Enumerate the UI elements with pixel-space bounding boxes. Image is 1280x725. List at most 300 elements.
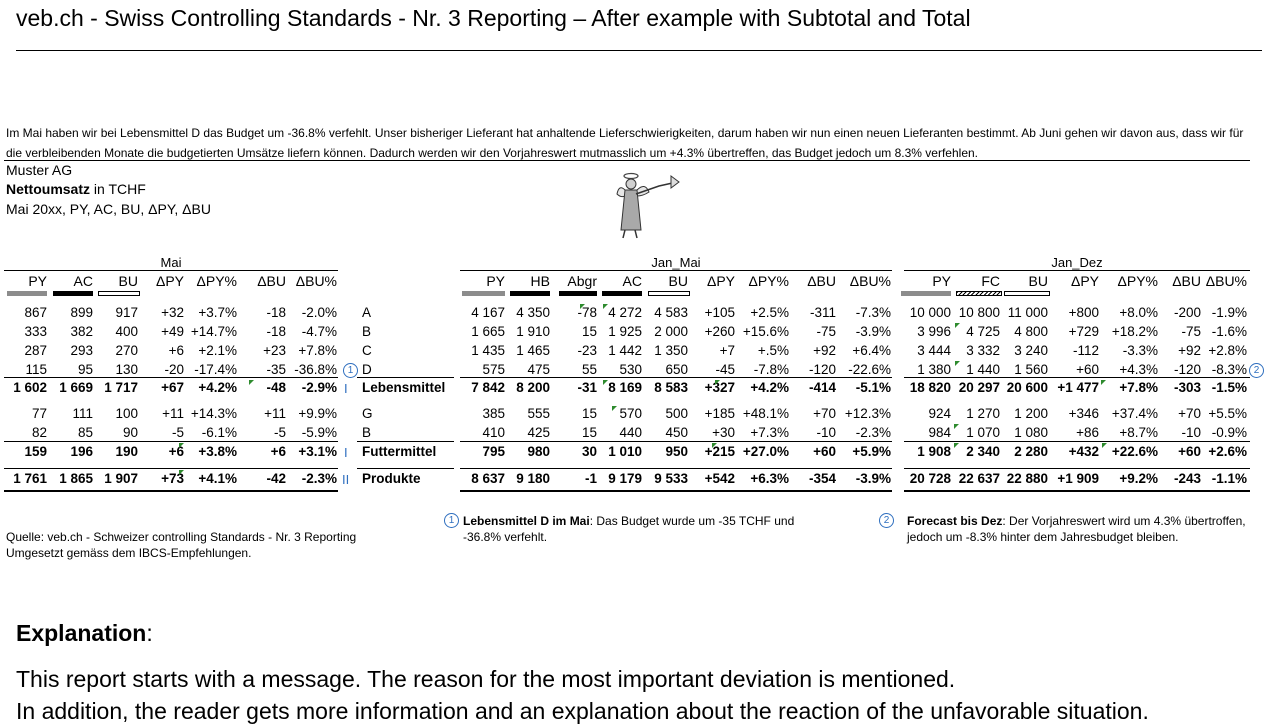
table-cell-0-janmai-5: +105 [704,305,735,320]
table-cell-1-jandez-0: 3 996 [917,324,951,339]
angel-illustration-icon [615,170,687,242]
table-cell-2-janmai-6: +.5% [757,343,789,358]
green-flag-icon-14 [954,443,959,448]
table-cell-8-jandez-4: +9.2% [1119,471,1158,486]
green-flag-icon-9 [1102,443,1107,448]
table-cell-7-janmai-6: +27.0% [742,444,789,459]
table-cell-3-jandez-3: +60 [1076,362,1099,377]
table-cell-0-janmai-3: 4 272 [608,305,642,320]
table-cell-7-mai-4: +3.8% [198,444,237,459]
column-header-janmai-2: Abgr [567,273,597,289]
table-cell-6-mai-4: -6.1% [201,425,237,440]
table-cell-4-jandez-0: 18 820 [909,380,951,395]
table-cell-4-janmai-3: 8 169 [608,380,642,395]
table-cell-5-mai-3: +11 [162,406,184,421]
table-cell-5-janmai-4: 500 [665,406,688,421]
table-cell-5-mai-0: 77 [31,406,47,421]
note-1-line-2: -36.8% verfehlt. [463,530,548,544]
table-cell-6-janmai-8: -2.3% [855,425,891,440]
table-cell-4-jandez-3: +1 477 [1057,380,1099,395]
source-line-1: Quelle: veb.ch - Schweizer controlling Standards - Nr. 3 Reporting [6,530,357,544]
table-cell-8-mai-0: 1 761 [13,471,47,486]
table-cell-2-jandez-0: 3 444 [917,343,951,358]
table-cell-7-jandez-1: 2 340 [966,444,1000,459]
table-cell-3-janmai-4: 650 [665,362,688,377]
table-cell-3-janmai-0: 575 [482,362,505,377]
column-header-janmai-6: ΔPY% [748,273,789,289]
table-cell-3-mai-4: -17.4% [194,362,237,377]
page-title: veb.ch - Swiss Controlling Standards - Nr. 3 Reporting – After example with Subtotal and Total [16,5,971,31]
forecast-marker-icon: 2 [1249,363,1264,378]
table-cell-4-mai-0: 1 602 [13,380,47,395]
column-header-mai-0: PY [28,273,47,289]
table-cell-2-janmai-0: 1 435 [471,343,505,358]
row-label-2: C [362,343,372,358]
table-cell-8-janmai-0: 8 637 [471,471,505,486]
table-cell-6-mai-0: 82 [31,425,47,440]
table-cell-4-janmai-0: 7 842 [471,380,505,395]
table-cell-8-mai-2: 1 907 [104,471,138,486]
table-cell-7-jandez-3: +432 [1068,444,1099,459]
table-cell-1-janmai-3: 1 925 [608,324,642,339]
table-cell-2-jandez-3: -112 [1072,343,1099,358]
table-cell-3-janmai-3: 530 [619,362,642,377]
table-cell-1-jandez-2: 4 800 [1014,324,1048,339]
table-cell-3-janmai-7: -120 [808,362,836,377]
table-cell-5-jandez-0: 924 [928,406,951,421]
table-cell-7-mai-5: +6 [270,444,286,459]
table-cell-4-janmai-4: 8 583 [654,380,688,395]
table-cell-4-mai-4: +4.2% [198,380,237,395]
table-cell-8-jandez-0: 20 728 [909,471,951,486]
table-cell-1-mai-1: 382 [70,324,93,339]
table-cell-8-mai-3: +73 [161,471,184,486]
table-cell-3-janmai-2: 55 [581,362,597,377]
row-label-3: D [362,362,372,377]
table-cell-8-janmai-7: -354 [808,471,836,486]
table-cell-7-jandez-6: +2.6% [1208,444,1247,459]
period-label: Mai 20xx, PY, AC, BU, ΔPY, ΔBU [6,201,211,217]
table-cell-5-mai-2: 100 [115,406,138,421]
table-cell-8-mai-5: -42 [266,471,286,486]
table-cell-1-jandez-1: 4 725 [966,324,1000,339]
table-cell-0-mai-5: -18 [266,305,286,320]
green-flag-icon-3 [603,380,608,385]
green-flag-icon-1 [603,304,608,309]
table-cell-1-janmai-8: -3.9% [855,324,891,339]
table-cell-5-janmai-2: 15 [581,406,597,421]
green-flag-icon-4 [715,380,720,385]
table-cell-6-mai-6: -5.9% [301,425,337,440]
table-cell-6-janmai-5: +30 [712,425,735,440]
explanation-heading-text: Explanation [16,620,147,646]
separator-futtermittel: I [344,445,348,460]
table-cell-2-mai-4: +2.1% [198,343,237,358]
measure-name: Nettoumsatz [6,181,91,197]
table-cell-0-jandez-5: -200 [1173,305,1201,320]
table-cell-1-jandez-6: -1.6% [1211,324,1247,339]
table-cell-3-mai-0: 115 [25,362,47,377]
scenario-bar-mai-2 [98,291,140,296]
table-cell-5-mai-5: +11 [264,406,286,421]
column-header-jandez-4: ΔPY% [1117,273,1158,289]
table-cell-8-jandez-6: -1.1% [1211,471,1247,486]
column-header-jandez-1: FC [981,273,1000,289]
green-flag-icon-7 [179,443,184,448]
note-1-title: Lebensmittel D im Mai [463,514,590,528]
table-cell-6-mai-5: -5 [273,425,286,440]
table-cell-0-mai-2: 917 [115,305,138,320]
table-cell-0-janmai-8: -7.3% [855,305,891,320]
table-cell-3-jandez-0: 1 380 [917,362,951,377]
table-cell-1-janmai-4: 2 000 [654,324,688,339]
table-cell-6-jandez-0: 984 [928,425,951,440]
row-label-7: Futtermittel [362,444,437,459]
column-header-mai-5: ΔBU [257,273,286,289]
table-cell-3-janmai-5: -45 [715,362,735,377]
table-cell-4-jandez-5: -303 [1173,380,1201,395]
table-cell-2-janmai-4: 1 350 [654,343,688,358]
table-cell-5-janmai-8: +12.3% [844,406,891,421]
column-header-mai-1: AC [73,273,93,289]
green-flag-icon-0 [580,304,585,309]
note-2-text: : Der Vorjahreswert wird um 4.3% übertroffen, [1002,514,1246,528]
column-header-janmai-0: PY [486,273,505,289]
row-label-4: Lebensmittel [362,380,446,395]
table-cell-0-janmai-2: -78 [577,305,597,320]
row-label-8: Produkte [362,471,421,486]
table-cell-1-janmai-2: 15 [581,324,597,339]
table-cell-1-mai-3: +49 [161,324,184,339]
table-cell-6-janmai-3: 440 [619,425,642,440]
scenario-bar-janmai-4 [648,291,690,296]
table-cell-3-mai-1: 95 [77,362,93,377]
table-cell-0-mai-3: +32 [161,305,184,320]
table-cell-8-mai-4: +4.1% [198,471,237,486]
table-cell-7-mai-3: +6 [168,444,184,459]
note-1 [463,513,794,529]
note-1-text: : Das Budget wurde um -35 TCHF und [589,514,795,528]
table-cell-3-jandez-1: 1 440 [966,362,1000,377]
column-header-jandez-6: ΔBU% [1205,273,1247,289]
subtotal-rule-4-mai [4,377,338,378]
table-cell-6-jandez-4: +8.7% [1119,425,1158,440]
table-cell-0-janmai-7: -311 [809,305,836,320]
total-underline-jandez [904,490,1250,492]
table-cell-4-mai-3: +67 [161,380,184,395]
note-2-line-2: jedoch um -8.3% hinter dem Jahresbudget bleiben. [907,530,1179,544]
table-cell-8-janmai-6: +6.3% [750,471,789,486]
explanation-line-2: In addition, the reader gets more information and an explanation about the reaction of the unfavorable situation. [16,698,1149,724]
table-cell-3-mai-5: -35 [266,362,286,377]
table-cell-8-janmai-4: 9 533 [654,471,688,486]
table-cell-5-jandez-1: 1 270 [966,406,1000,421]
subtotal-rule-7-janmai [460,441,892,442]
company-name: Muster AG [6,162,73,178]
message-divider [4,160,1250,161]
total-underline-janmai [460,490,892,492]
column-header-janmai-8: ΔBU% [849,273,891,289]
column-header-jandez-5: ΔBU [1172,273,1201,289]
table-cell-6-janmai-7: -10 [816,425,836,440]
table-cell-7-jandez-2: 2 280 [1014,444,1048,459]
table-cell-3-jandez-5: -120 [1173,362,1201,377]
subtotal-rule-8-label [357,468,454,469]
scenario-bar-janmai-2 [559,291,597,296]
subtotal-rule-8-mai [4,468,338,469]
table-cell-6-jandez-2: 1 080 [1014,425,1048,440]
table-cell-3-jandez-6: -8.3% [1211,362,1247,377]
table-cell-6-janmai-2: 15 [581,425,597,440]
table-cell-0-mai-0: 867 [24,305,47,320]
table-cell-4-janmai-8: -5.1% [855,380,891,395]
row-label-0: A [362,305,372,320]
subtotal-rule-4-label [357,377,454,378]
table-cell-7-jandez-0: 1 908 [917,444,951,459]
table-cell-0-jandez-2: 11 000 [1007,305,1048,320]
measure-label [6,181,146,197]
table-cell-5-janmai-1: 555 [527,406,550,421]
table-cell-0-janmai-4: 4 583 [654,305,688,320]
column-header-mai-4: ΔPY% [196,273,237,289]
table-cell-3-mai-2: 130 [115,362,138,377]
table-cell-4-jandez-1: 20 297 [958,380,1000,395]
table-cell-7-janmai-3: 1 010 [608,444,642,459]
table-cell-3-janmai-6: -7.8% [753,362,789,377]
subtotal-rule-7-label [357,441,454,442]
table-cell-2-janmai-5: +7 [719,343,735,358]
table-cell-6-mai-2: 90 [122,425,138,440]
table-cell-2-jandez-5: +92 [1178,343,1201,358]
table-cell-4-mai-2: 1 717 [104,380,138,395]
table-cell-5-mai-4: +14.3% [190,406,237,421]
table-cell-3-jandez-2: 1 560 [1014,362,1048,377]
row-label-1: B [362,324,372,339]
table-cell-1-mai-6: -4.7% [301,324,337,339]
scenario-bar-mai-0 [7,291,47,296]
subtotal-rule-4-janmai [460,377,892,378]
column-header-janmai-7: ΔBU [807,273,836,289]
scenario-bar-janmai-3 [602,291,642,296]
table-cell-0-jandez-3: +800 [1068,305,1099,320]
subtotal-rule-7-jandez [904,441,1250,442]
note-2-title: Forecast bis Dez [907,514,1003,528]
table-cell-1-janmai-1: 1 910 [516,324,550,339]
scenario-bar-jandez-1 [956,291,1002,296]
table-cell-6-janmai-6: +7.3% [750,425,789,440]
table-cell-2-mai-0: 287 [24,343,47,358]
table-cell-1-mai-5: -18 [266,324,286,339]
table-cell-0-jandez-4: +8.0% [1119,305,1158,320]
green-flag-icon-6 [612,406,617,411]
column-header-jandez-3: ΔPY [1070,273,1099,289]
table-cell-1-jandez-3: +729 [1068,324,1099,339]
group-title-mai: Mai [160,255,182,270]
table-cell-8-janmai-2: -1 [584,471,597,486]
table-cell-3-jandez-4: +4.3% [1119,362,1158,377]
separator-lebensmittel: I [344,381,348,396]
scenario-bar-jandez-2 [1004,291,1050,296]
table-cell-1-mai-0: 333 [24,324,47,339]
table-cell-2-mai-3: +6 [168,343,184,358]
table-cell-6-mai-3: -5 [171,425,184,440]
table-cell-1-janmai-5: +260 [704,324,735,339]
table-cell-2-jandez-4: -3.3% [1122,343,1158,358]
table-cell-6-janmai-4: 450 [665,425,688,440]
table-cell-5-janmai-6: +48.1% [742,406,789,421]
table-cell-0-mai-6: -2.0% [301,305,337,320]
table-cell-6-janmai-1: 425 [527,425,550,440]
row-d-marker-icon: 1 [343,363,358,378]
green-flag-icon-11 [955,323,960,328]
table-cell-5-mai-1: 111 [72,406,93,421]
table-cell-1-janmai-6: +15.6% [742,324,789,339]
table-cell-5-jandez-4: +37.4% [1111,406,1158,421]
source-line-2: Umgesetzt gemäss dem IBCS-Empfehlungen. [6,546,252,560]
table-cell-8-jandez-5: -243 [1173,471,1201,486]
table-cell-3-mai-3: -20 [164,362,184,377]
column-header-janmai-1: HB [530,273,550,289]
explanation-line-1: This report starts with a message. The reason for the most important deviation is mentioned. [16,666,956,692]
column-header-mai-2: BU [118,273,138,289]
table-cell-7-mai-0: 159 [24,444,47,459]
table-cell-3-janmai-8: -22.6% [848,362,891,377]
subtotal-rule-7-mai [4,441,338,442]
table-cell-6-janmai-0: 410 [482,425,505,440]
table-cell-7-mai-1: 196 [70,444,93,459]
table-cell-7-mai-6: +3.1% [298,444,337,459]
table-cell-0-janmai-1: 4 350 [516,305,550,320]
column-header-janmai-3: AC [622,273,642,289]
table-cell-5-jandez-3: +346 [1068,406,1099,421]
group-title-jandez: Jan_Dez [1051,255,1103,270]
table-cell-0-mai-4: +3.7% [198,305,237,320]
table-cell-2-mai-2: 270 [115,343,138,358]
scenario-bar-janmai-1 [510,291,550,296]
table-cell-1-mai-2: 400 [115,324,138,339]
column-header-jandez-0: PY [932,273,951,289]
note-2-marker-icon: 2 [879,513,894,528]
table-cell-6-jandez-6: -0.9% [1211,425,1247,440]
column-header-mai-3: ΔPY [155,273,184,289]
explanation-heading-colon: : [146,620,153,646]
group-rule-mai [4,270,338,271]
table-cell-1-jandez-5: -75 [1181,324,1201,339]
table-cell-7-janmai-7: +60 [813,444,836,459]
table-cell-8-janmai-8: -3.9% [855,471,891,486]
column-header-janmai-5: ΔPY [706,273,735,289]
table-cell-2-jandez-6: +2.8% [1208,343,1247,358]
table-cell-0-janmai-6: +2.5% [750,305,789,320]
separator-produkte: II [342,472,350,487]
subtotal-rule-8-jandez [904,468,1250,469]
table-cell-8-jandez-1: 22 637 [958,471,1000,486]
table-cell-4-janmai-6: +4.2% [750,380,789,395]
group-rule-janmai [460,270,892,271]
note-2 [907,513,1246,529]
green-flag-icon-13 [954,424,959,429]
table-cell-8-janmai-3: 9 179 [608,471,642,486]
table-cell-8-mai-1: 1 865 [59,471,93,486]
table-cell-5-janmai-5: +185 [704,406,735,421]
table-cell-5-jandez-5: +70 [1178,406,1201,421]
note-1-marker-icon: 1 [444,513,459,528]
table-cell-8-janmai-1: 9 180 [516,471,550,486]
table-cell-0-jandez-0: 10 000 [909,305,951,320]
table-cell-5-jandez-2: 1 200 [1014,406,1048,421]
table-cell-0-mai-1: 899 [70,305,93,320]
green-flag-icon-8 [712,443,717,448]
table-cell-7-mai-2: 190 [115,444,138,459]
table-cell-2-janmai-8: +6.4% [852,343,891,358]
column-header-janmai-4: BU [668,273,688,289]
measure-unit: in TCHF [90,181,146,197]
green-flag-icon-10 [179,470,184,475]
table-cell-2-mai-5: +23 [263,343,286,358]
table-cell-4-janmai-1: 8 200 [516,380,550,395]
table-cell-2-jandez-2: 3 240 [1014,343,1048,358]
table-cell-8-jandez-3: +1 909 [1057,471,1099,486]
table-cell-4-mai-5: -48 [266,380,286,395]
table-cell-6-jandez-5: -10 [1181,425,1201,440]
table-cell-6-jandez-3: +86 [1076,425,1099,440]
table-cell-0-janmai-0: 4 167 [471,305,505,320]
group-rule-jandez [904,270,1250,271]
table-cell-7-janmai-2: 30 [581,444,597,459]
table-cell-0-jandez-6: -1.9% [1211,305,1247,320]
row-label-5: G [362,406,373,421]
table-cell-7-janmai-1: 980 [527,444,550,459]
table-cell-1-janmai-7: -75 [816,324,836,339]
table-cell-5-janmai-7: +70 [813,406,836,421]
table-cell-2-mai-1: 293 [70,343,93,358]
table-cell-1-mai-4: +14.7% [190,324,237,339]
table-cell-5-janmai-0: 385 [482,406,505,421]
green-flag-icon-5 [1101,380,1106,385]
table-cell-7-janmai-4: 950 [665,444,688,459]
scenario-bar-jandez-0 [901,291,951,296]
green-flag-icon-2 [249,380,254,385]
subtotal-rule-8-janmai [460,468,892,469]
table-cell-6-mai-1: 85 [77,425,93,440]
green-flag-icon-12 [955,361,960,366]
table-cell-4-jandez-6: -1.5% [1211,380,1247,395]
table-cell-4-jandez-4: +7.8% [1119,380,1158,395]
table-cell-2-janmai-2: -23 [577,343,597,358]
table-cell-2-janmai-3: 1 442 [608,343,642,358]
table-cell-5-janmai-3: 570 [619,406,642,421]
table-cell-7-jandez-5: +60 [1178,444,1201,459]
table-cell-3-mai-6: -36.8% [294,362,337,377]
table-cell-4-janmai-7: -414 [808,380,836,395]
explanation-heading [16,620,153,647]
scenario-bar-mai-1 [53,291,93,296]
row-label-6: B [362,425,372,440]
table-cell-4-mai-6: -2.9% [301,380,337,395]
table-cell-8-janmai-5: +542 [704,471,735,486]
subtotal-rule-4-jandez [904,377,1250,378]
table-cell-5-jandez-6: +5.5% [1208,406,1247,421]
table-cell-4-janmai-2: -31 [577,380,597,395]
scenario-bar-janmai-0 [462,291,505,296]
table-cell-2-jandez-1: 3 332 [966,343,1000,358]
table-cell-8-mai-6: -2.3% [301,471,337,486]
table-cell-0-jandez-1: 10 800 [958,305,1000,320]
table-cell-4-jandez-2: 20 600 [1006,380,1048,395]
table-cell-7-jandez-4: +22.6% [1111,444,1158,459]
group-title-janmai: Jan_Mai [651,255,701,270]
table-cell-2-janmai-7: +92 [813,343,836,358]
